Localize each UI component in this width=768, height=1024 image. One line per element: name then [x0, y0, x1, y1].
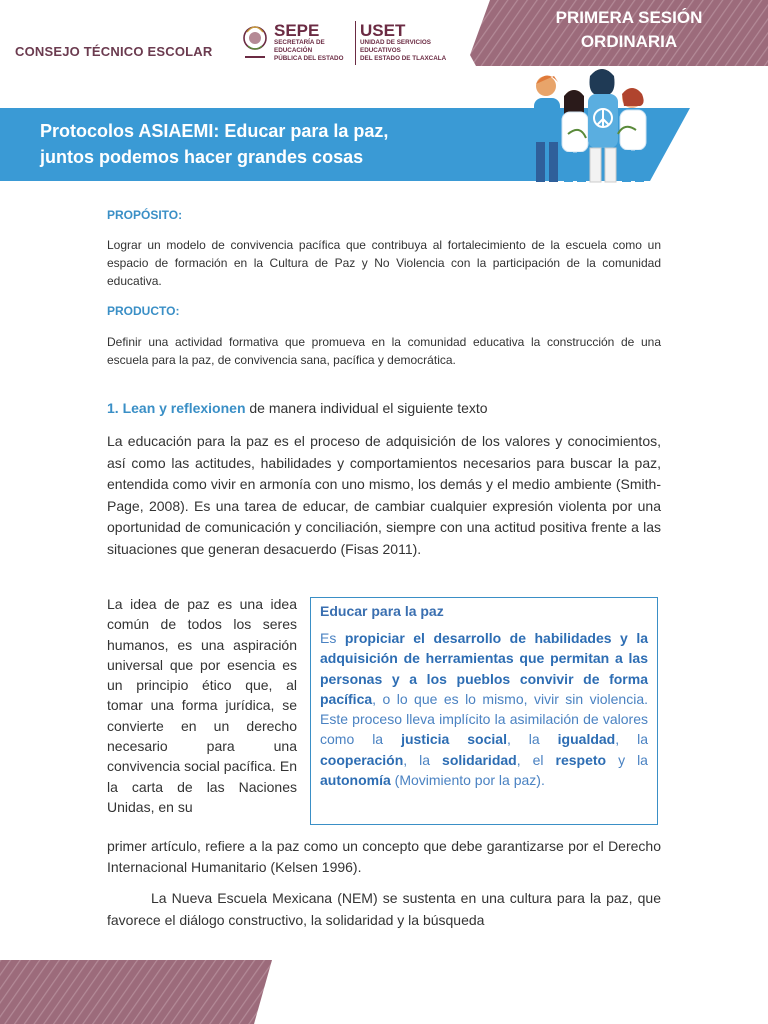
sepe-logo-title: SEPE — [274, 21, 320, 40]
box-emphasis: respeto — [555, 751, 607, 768]
box-text: , el — [516, 751, 556, 768]
box-emphasis: cooperación — [320, 751, 404, 768]
educar-paz-box — [310, 597, 658, 825]
box-body — [320, 628, 648, 790]
box-title: Educar para la paz — [320, 603, 444, 619]
uset-logo-title: USET — [360, 21, 406, 40]
step-1-rest: de manera individual el siguiente texto — [245, 400, 488, 416]
sepe-logo-sub2: PÚBLICA DEL ESTADO — [274, 55, 344, 62]
box-emphasis: autonomía — [320, 772, 391, 789]
box-text: y la — [606, 751, 648, 768]
uset-logo-sub1: UNIDAD DE SERVICIOS EDUCATIVOS — [360, 39, 431, 54]
box-text: , la — [403, 751, 443, 768]
sepe-logo — [274, 22, 352, 68]
box-text: (Movimiento por la paz). — [390, 772, 545, 789]
page-title — [40, 118, 500, 170]
box-emphasis: solidaridad — [442, 751, 517, 768]
session-banner — [490, 6, 768, 54]
sepe-logo-sub1: SECRETARÍA DE EDUCACIÓN — [274, 39, 325, 54]
paragraph-education-peace: La educación para la paz es el proceso de adquisición de los valores y conocimientos, así como las actitudes, habilidades y comportamientos necesarios para buscar la paz, entendida como vivir en armonía con uno mismo, los demás y el medio ambiente (Smith-Page, 2008). Es una tarea de educar, de cambiar cualquier expresión violenta por una oportunidad de comunicación y conciliación, siempre con una actitud positiva frente a las situaciones que generan desacuerdo (Fisas 2011). — [107, 433, 661, 557]
box-emphasis: igualdad — [557, 731, 616, 748]
proposito-heading: PROPÓSITO: — [107, 208, 183, 222]
uset-logo — [360, 22, 460, 68]
page-title-line-2: juntos podemos hacer grandes cosas — [40, 147, 364, 167]
box-text: , la — [615, 731, 648, 748]
box-text: , la — [506, 731, 558, 748]
box-emphasis: propiciar el desarrollo de habilidades y la adquisición de herramientas que permitan a las personas y a los pueblos convivir de forma pacífica — [320, 630, 648, 707]
paragraph-nem: La Nueva Escuela Mexicana (NEM) se sustenta en una cultura para la paz, que favorece el diálogo constructivo, la solidaridad y la búsqueda — [107, 890, 661, 928]
step-1-highlight: 1. Lean y reflexionen — [107, 400, 246, 416]
session-line-1: PRIMERA SESIÓN — [555, 8, 703, 27]
producto-heading: PRODUCTO: — [107, 304, 180, 318]
box-emphasis: justicia social — [401, 731, 507, 748]
step-1-instruction — [107, 400, 661, 416]
session-line-2: ORDINARIA — [580, 32, 678, 51]
paragraph-un-charter: primer artículo, refiere a la paz como un concepto que debe garantizarse por el Derecho Internacional Humanitario (Kelsen 1996). — [107, 838, 661, 875]
box-text: Es — [320, 630, 345, 646]
uset-logo-sub2: DEL ESTADO DE TLAXCALA — [360, 55, 447, 62]
peace-people-illustration — [524, 64, 660, 184]
producto-text: Definir una actividad formativa que promueva en la comunidad educativa la construcción de una escuela para la paz, de convivencia sana, pacífica y democrática. — [107, 335, 661, 367]
header-org-label: CONSEJO TÉCNICO ESCOLAR — [15, 44, 213, 59]
box-text: , o lo que es lo mismo, vivir sin violencia. Este proceso lleva implícito la asimilación de valores como la — [320, 690, 648, 748]
paragraph-idea-paz: La idea de paz es una idea común de todos los seres humanos, es una aspiración universal que por esencia es un principio ético que, al tomar una forma jurídica, se convierte en un derecho necesario para una convivencia social pacífica. En la carta de las Naciones Unidas, en su — [107, 596, 297, 815]
page-title-line-1: Protocolos ASIAEMI: Educar para la paz, — [40, 121, 389, 141]
footer-ribbon-shape — [0, 960, 272, 1024]
state-seal-logo — [241, 20, 269, 66]
proposito-text: Lograr un modelo de convivencia pacífica que contribuya al fortalecimiento de la escuela como un espacio de formación en la Cultura de Paz y No Violencia con la participación de la comunidad educativa. — [107, 238, 661, 288]
logo-divider — [355, 21, 356, 65]
